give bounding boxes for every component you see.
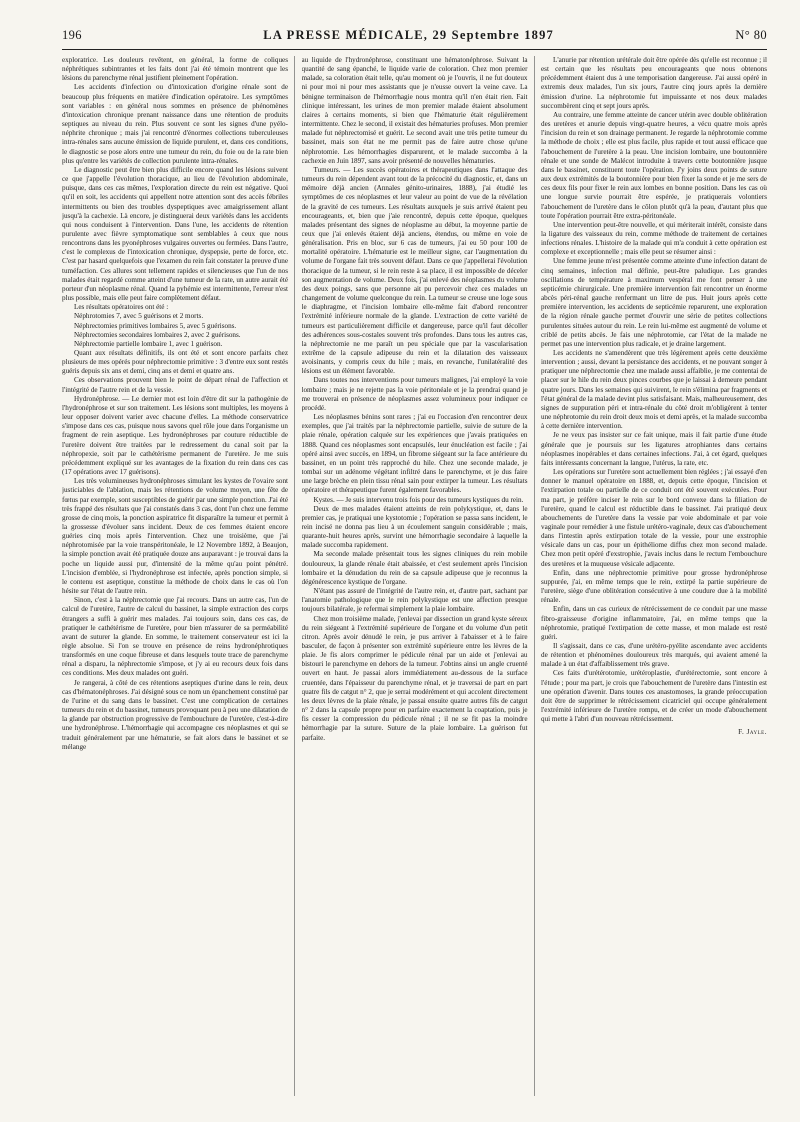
- result-line: Néphrectomies secondaires lombaires 2, avec 2 guérisons.: [74, 330, 241, 339]
- paragraph: exploratrice. Les douleurs revêtent, en général, la forme de coliques néphrétiques subintrantes et les faits dont j'ai été témoin montrent que les lésions du parenchyme rénal justifient pleinement l'opération.: [62, 56, 288, 83]
- paragraph: Chez mon troisième malade, j'enlevai par dissection un grand kyste séreux du rein siégeant à l'extrémité supérieure de l'organe et du volume d'un petit citron. Après avoir dénudé le rein, je pus arriver à l'abaisser et à le faire basculer, de façon à présenter son extrémité supérieure entre les lèvres de la plaie. Je fis alors comprimer le pédicule rénal par un aide et j'enlevai au bistouri le parenchyme en dehors de la tumeur. J'obtins ainsi un angle cruenté ouvert en haut. Je passai alors immédiatement au-dessous de la surface cruentée, dans l'épaisseur du parenchyme rénal, et je traversai de part en part quatre fils de catgut n° 2, que je serrai modérément et qui accolent directement les deux lèvres de la plaie rénale, je passai ensuite quatre autres fils de catgut n° 2 dans la capsule propre pour en parfaire exactement la coaptation, puis je fis cesser la compression du pédicule rénal ; il ne se fit pas la moindre hémorrhagie par la suture. Suture de la plaie lombaire. La guérison fut parfaite.: [301, 614, 528, 742]
- paragraph: Le diagnostic peut être bien plus difficile encore quand les lésions suivent ce que j'appelle l'évolution thoracique, au lieu de l'évolution abdominale, puisque, dans ces cas mêmes, l'exploration directe du rein est négative. Quoi qu'il en soit, les accidents qui appellent notre attention sont des accès fébriles intermittents ou bien des troubles dyspeptiques avec amaigrissement allant jusqu'à la cachexie. Là encore, je distinguerai deux variétés dans les accidents qui nous conduisent à l'intervention. Dans l'une, les accidents de rétention purulente avec fièvre symptomatique sont semblables à ceux que nous rencontrons dans les pyonéphroses vulgaires ouvertes ou fermées. Dans l'autre, c'est le complexus de l'intoxication chronique, dyspepsie, perte de force, etc. C'est par hasard quelquefois que l'examen du rein fait constater la preuve d'une tuméfaction. Ces allures sont tellement rapides et silencieuses que l'un de nos malades était regardé comme atteint d'une tumeur de la rate, un autre aurait été porteur d'un néoplasme rénal. Quand la pyhémie est intermittente, l'erreur n'est plus possible, mais elle peut faire complètement défaut.: [62, 165, 288, 303]
- section-kystes: Kystes. — Je suis intervenu trois fois pour des tumeurs kystiques du rein.: [313, 495, 524, 504]
- paragraph: Sinon, c'est à la néphrectomie que j'ai recours. Dans un autre cas, l'un de calcul de l'uretère, l'autre de calcul du bassinet, la simple extraction des corps étrangers a suffi à guérir mes malades. J'ai toujours soin, dans ces cas, de pratiquer le cathétérisme de l'uretère, pour bien m'assurer de sa perméabilité avant de suturer la glande. En somme, le traitement conservateur est ici la règle absolue. Si l'on se trouve en présence de reins hydronéphrotiques transformés en une coque fibreuse et dans lesquels toute trace de parenchyme rénal a disparu, la néphrectomie s'impose, et j'y ai eu recours deux fois dans ces conditions. Mes deux malades ont guéri.: [62, 596, 288, 678]
- paragraph: Deux de mes malades étaient atteints de rein polykystique, et, dans le premier cas, je pratiquai une kystotomie ; l'opération se passa sans incident, le rein incisé ne donna pas lieu à un écoulement sanguin considérable ; mais, quarante-huit heures après, survint une hémorrhagie secondaire à laquelle la malade succomba rapidement.: [301, 504, 528, 550]
- paragraph: Les accidents ne s'amendèrent que très légèrement après cette deuxième intervention ; aussi, devant la persistance des accidents, et ne pouvant songer à pratiquer une néphrectomie chez une malade aussi affaiblie, je me contentai de placer sur le hile du rein deux pinces courbes que je laissai à demeure pendant quatre jours. Dans les semaines qui suivirent, le rein s'élimina par fragments et l'état général de la malade devint plus satisfaisant. Mais, malheureusement, des signes de suppuration péri et intra-rénale du côté droit m'obligèrent à tenter une néphrotomie du rein droit deux mois et demi après, et la malade succomba à cette dernière intervention.: [541, 349, 767, 431]
- paragraph: Les néoplasmes bénins sont rares ; j'ai eu l'occasion d'en rencontrer deux exemples, que j'ai traités par la néphrectomie partielle, suivie de suture de la plaie rénale, opération calquée sur les expériences que j'avais pratiquées en 1888. Quand ces néoplasmes sont encapsulés, leur énucléation est facile ; j'ai opéré ainsi avec succès, en 1894, un fibrome siégeant sur la face antérieure du bassinet, en un point très rapproché du hile. Chez une seconde malade, je tombai sur un adénome végétant infiltré dans le parenchyme, et je dus faire une large brèche en plein tissu rénal sain pour extirper la tumeur. Les résultats opératoire et thérapeutique furent également favorables.: [301, 413, 528, 495]
- column-1: [62, 56, 288, 1096]
- paragraph: Ces faits d'urétérotomie, urétéroplastie, d'urétérectomie, sont encore à l'étude ; pour ma part, je crois que l'abouchement de l'uretère dans l'intestin est une opération d'avenir. Dans toutes ces anastomoses, la grande préoccupation doit être de supprimer le rétrécissement cicatriciel qui occupe généralement l'extrémité inférieure de l'uretère rompu, et de créer un mode d'abouchement qui mette à l'abri d'un nouveau rétrécissement.: [541, 669, 767, 724]
- header-rule: [62, 49, 767, 50]
- paragraph: Une intervention peut-être nouvelle, et qui mériterait intérêt, consiste dans la ligature des vaisseaux du rein, comme méthode de traitement de certaines infections rénales. L'histoire de la malade qui m'a conduit à cette opération est complexe et exceptionnelle ; mais elle peut se résumer ainsi :: [541, 220, 767, 257]
- paragraph: au liquide de l'hydronéphrose, constituant une hématonéphrose. Suivant la quantité de sang épanché, le liquide varie de coloration. Chez mon premier malade, sa coloration était telle, qu'au moment où je l'ouvris, il ne fut douteux ni pour moi ni pour mes assistants que je n'eusse ouvert la veine cave. La bénigne terminaison de l'hémorrhagie nous montra qu'il n'en était rien. Fait clinique intéressant, les urines de mon premier malade étaient absolument claires à certains moments, si bien que l'hématurie était régulièrement intermittente. Chez le second, il existait des hématuries profuses. Mon premier malade fut néphrectomisé et guérit. Le second avait une très petite tumeur du bassinet, mais son état ne me permit pas de faire autre chose qu'une néphrotomie. Les hémorrhagies disparurent, et le malade succomba à la cachexie en Juin 1897, sans avoir présenté de nouvelles hématuries.: [301, 56, 528, 165]
- paragraph: Ma seconde malade présentait tous les signes cliniques du rein mobile douloureux, la glande rénale était abaissée, et c'est seulement après l'incision lombaire et la dénudation du rein de sa capsule adipeuse que je reconnus la dégénérescence kystique de l'organe.: [301, 550, 528, 586]
- paragraph: L'anurie par rétention urétérale doit être opérée dès qu'elle est reconnue ; il est certain que les résultats peu encourageants que nous obtenons précédemment étaient dus à une temporisation dangereuse. J'ai aussi opéré in extremis deux malades, l'un six jours, l'autre cinq jours après la dernière émission d'urine. La néphrotomie fut impuissante et nos deux malades succombèrent cinq et sept jours après.: [541, 56, 767, 110]
- journal-title: LA PRESSE MÉDICALE, 29 Septembre 1897: [263, 28, 555, 42]
- paragraph: Quant aux résultats définitifs, ils ont été et sont encore parfaits chez plusieurs de mes opérés pour néphrectomie primitive : 3 d'entre eux sont restés guéris depuis six ans et demi, cinq ans et demi et quatre ans.: [62, 349, 288, 376]
- column-3: [541, 56, 767, 1096]
- author-signature: F. Jayle.: [738, 728, 767, 737]
- paragraph: Dans toutes nos interventions pour tumeurs malignes, j'ai employé la voie lombaire ; mais je ne rejette pas la voie péritonéale et je la prendrai quand je me trouverai en présence de néoplasmes assez volumineux pour indiquer ce procédé.: [301, 376, 528, 412]
- paragraph: Enfin, dans une néphrectomie primitive pour grosse hydronéphrose suppurée, j'ai, en même temps que le rein, extirpé la partie supérieure de l'uretère, siège d'une oblitération consécutive à une coudure due à la mobilité rénale.: [541, 568, 767, 605]
- section-hydronephrose: Hydronéphrose. — Le dernier mot est loin d'être dit sur la pathogénie de l'hydronéphrose et sur son traitement. Les lésions sont multiples, les moyens à leur opposer doivent varier avec chacune d'elles. La méthode conservatrice s'impose dans ces cas, puisque nous savons quel rôle joue dans l'organisme un fragment de rein aseptique. Les hydronéphroses par couture réductible de l'uretère doivent être traitées par le redressement du canal soit par la néphropexie, soit par le cathétérisme permanent de l'uretère. Je me suis précédemment expliqué sur les avantages de la fixation du rein dans ces cas (17 opérations avec 17 guérisons).: [62, 394, 288, 477]
- result-line: Néphrotomies 7, avec 5 guérisons et 2 morts.: [74, 312, 204, 321]
- page-number: 196: [62, 28, 82, 42]
- column-divider: [294, 56, 295, 1096]
- paragraph: Enfin, dans un cas curieux de rétrécissement de ce conduit par une masse fibro-graisseuse d'origine inflammatoire, j'ai, en même temps que la néphrotomie, pratiqué l'extirpation de cette masse, et mon malade est resté guéri.: [541, 605, 767, 641]
- paragraph: Au contraire, une femme atteinte de cancer utérin avec double oblitération des uretères et anurie depuis vingt-quatre heures, a vécu quatre mois après l'incision du rein et son drainage permanent. Je regarde la néphrotomie comme la méthode de choix ; elle est plus facile, plus rapide et tout aussi efficace que l'abouchement de l'uretère à la peau. Une incision lombaire, une boutonnière rénale et une sonde de Malécot introduite à travers cette boutonnière jusque dans le bassinet, constituent toute l'opération. J'y joins deux points de suture aux deux extrémités de la boutonnière pour bien fixer la sonde et je me sers de ces deux fils pour fixer le rein aux lombes en bonne position. Dans les cas où une longue survie pourrait être espérée, je pratiquerais volontiers l'abouchement de l'uretère dans le côlon plutôt qu'à la peau, d'autant plus que toute l'opération pourrait être extra-péritonéale.: [541, 110, 767, 220]
- text-columns: [62, 56, 767, 1096]
- paragraph: Les accidents d'infection ou d'intoxication d'origine rénale sont de beaucoup plus fréquents en matière d'indication opératoire. Les symptômes sont variables : en général nous sommes en présence de phénomènes d'intoxication chronique prenant naissance dans une rétention de produits septiques au niveau du rein. Plus souvent ce sont les signes d'une pyélo-néphrite chronique ; mais j'ai rencontré d'énormes collections tuberculeuses intra-rénales sans aucune émission de liquide purulent, et, dans ces conditions, le diagnostic se pose alors entre une tumeur du rein, du foie ou de la rate bien plus qu'entre les variétés de collection purulente intra-rénales.: [62, 83, 288, 165]
- paragraph: Une femme jeune m'est présentée comme atteinte d'une infection datant de cinq semaines, infection mal définie, peut-être paludique. Les grandes oscillations de température à maximum vespéral me font penser à une septicémie chirurgicale. Une première intervention fait rencontrer un énorme abcès péri-rénal gauche renfermant un litre de pus. Huit jours après cette première intervention, les accidents de septicémie reparurent, une exploration de la région rénale gauche permet d'ouvrir une série de petites collections purulentes situées autour du rein. Le rein lui-même est augmenté de volume et criblé de petits abcès. Je fais une néphrotomie, car l'état de la malade ne permet pas une intervention plus radicale, et je draine largement.: [541, 257, 767, 348]
- issue-number: N° 80: [735, 28, 767, 42]
- column-2: [302, 56, 528, 1096]
- page-header: [62, 28, 767, 46]
- paragraph: Les opérations sur l'uretère sont actuellement bien réglées ; j'ai essayé d'en donner le manuel opératoire en 1888, et, depuis cette époque, l'incision et l'extirpation totale ou partielle de ce conduit ont été souvent exécutées. Pour ma part, je préfère inciser le rein sur le bord convexe dans la filiation de l'uretère, quand le calcul est réductible dans le bassinet. J'ai pratiqué deux abouchements de l'uretère dans la vessie par voie abdominale et par voie vaginale pour remédier à une fistule urétéro-vaginale, deux cas d'abouchement dans l'intestin après extirpation totale de la vessie, pour une exstrophie vésicale dans un cas, pour un épithéliome diffus chez mon second malade. Chez mon petit opéré d'exstrophie, j'avais inclus dans le rectum l'embouchure des uretères et la muqueuse vésicale adjacente.: [541, 468, 767, 568]
- paragraph: Il s'agissait, dans ce cas, d'une urétéro-pyélite ascendante avec accidents de rétention et phénomènes douloureux très marqués, qui avaient amené la malade à un état d'affaiblissement très grave.: [541, 642, 767, 669]
- paragraph: Les très volumineuses hydronéphroses simulant les kystes de l'ovaire sont justiciables de l'ablation, mais les rétentions de volume moyen, une fête de fœtus par exemple, sont susceptibles de guérir par une simple ponction. J'ai été très frappé des résultats que j'ai constatés dans 3 cas, dont l'un chez une femme grosse de cinq mois, la ponction aspiratrice fit disparaître la tumeur et permit à la grossesse d'évoluer sans incident. Deux de ces femmes étaient encore guéries cinq mois après l'intervention. Chez une troisième, que j'ai néphrotomisée par la voie transpéritonéale, le 12 Novembre 1892, à Beaujon, la simple ponction avait été pratiquée douze ans auparavant : je trouvai dans la poche un liquide aussi pur, d'intensité de la même qu'au point pénétré. L'incision d'emblée, si l'hydronéphrose est infectée, après ponction simple, si le contenu est aseptique, constitue la méthode de choix dans le cas où l'on hésite sur l'état de l'autre rein.: [62, 477, 288, 596]
- section-tumeurs: Tumeurs. — Les succès opératoires et thérapeutiques dans l'attaque des tumeurs du rein dépendent avant tout de la précocité du diagnostic, et, dans un mémoire déjà ancien (Annales génito-urinaires, 1888), j'ai étudié les symptômes de ces néoplasmes et leur valeur au point de vue de la révélation de la gravité de ces tumeurs. Les résultats auxquels je suis arrivé étaient peu encourageants, et, bien que j'aie rencontré, depuis cette époque, quelques malades présentant des signes de néoplasme au début, la moyenne partie de ceux que j'ai enlevés étaient déjà anciens, étendus, ou même en voie de généralisation. Pris en bloc, sur 6 cas de tumeurs, j'ai eu 50 pour 100 de mortalité opératoire. L'hématurie est le meilleur signe, car l'augmentation du volume de l'organe fait très souvent défaut. Dans ce que j'appellerai l'évolution thoracique de la tumeur, si le rein reste à sa place, il est impossible de déceler son augmentation de volume. Deux fois, j'ai enlevé des néoplasmes du volume des deux poings, sans que personne ait pu percevoir chez ces malades un changement de volume quelconque du rein. La tumeur se creuse une loge sous le diaphragme, et l'incision lombaire elle-même fait d'abord rencontrer l'extrémité inférieure normale de la glande. L'extraction de cette variété de tumeurs est particulièrement difficile et dangereuse, parce qu'il faut décoller des adhérences sous-costales souvent très profondes. Dans tous les autres cas, la néphrectomie ne me paraît un peu spéciale que par la vascularisation extrême de la capsule adipeuse du rein et la dilatation des vaisseaux avoisinants, y compris ceux du hile ; mais, en revanche, l'unilatéralité des lésions est un élément favorable.: [301, 165, 528, 376]
- paragraph: Je ne veux pas insister sur ce fait unique, mais il fait partie d'une étude générale que je poursuis sur les ligatures atrophiantes dans certains néoplasmes inopérables et dans certaines infections. J'ai, à cet égard, quelques faits intéressants concernant la langue, l'utérus, la rate, etc.: [541, 431, 767, 467]
- paragraph: Je rangerai, à côté de ces rétentions aseptiques d'urine dans le rein, deux cas d'hématonéphroses. J'ai désigné sous ce nom un épanchement constitué par de l'urine et du sang dans le bassinet. C'est une complication de certaines tumeurs du rein et du bassinet, tumeurs provoquant peu à peu une dilatation de la glande par obstruction progressive de l'embouchure de l'uretère, c'est-à-dire une hydronéphrose. L'hémorrhagie qui accompagne ces néoplasmes et qui se traduit généralement par une hématurie, se fait alors dans le bassinet et se mélange: [62, 678, 288, 751]
- column-divider: [534, 56, 535, 1096]
- paragraph: N'étant pas assuré de l'intégrité de l'autre rein, et, d'autre part, sachant par l'anatomie pathologique que le rein polykystique est une affection presque toujours bilatérale, je refermai simplement la plaie lombaire.: [301, 587, 528, 614]
- paragraph: Ces observations prouvent bien le point de départ rénal de l'affection et l'intégrité de l'autre rein et de la vessie.: [62, 376, 288, 394]
- paragraph: Les résultats opératoires ont été :: [74, 303, 169, 312]
- journal-page: [62, 28, 767, 1096]
- result-line: Néphrectomie partielle lombaire 1, avec 1 guérison.: [74, 339, 223, 348]
- result-line: Néphrectomies primitives lombaires 5, avec 5 guérisons.: [74, 321, 237, 330]
